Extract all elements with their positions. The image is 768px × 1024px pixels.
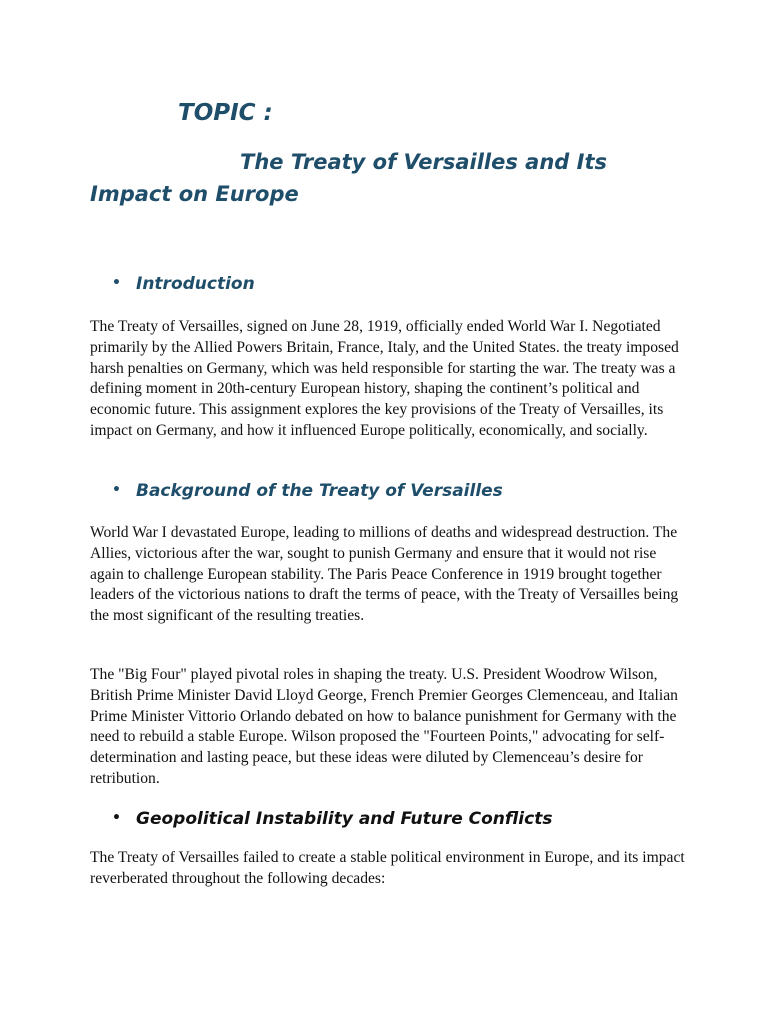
paragraph-background-2: The "Big Four" played pivotal roles in shaping the treaty. U.S. President Woodrow Wilson, British Prime Minister David Lloyd George, French Premier Georges Clemenceau, and Italian Prime Minister Vittorio Orlando debated on how to balance punishment for Germany with the need to rebuild a stable Europe. Wilson proposed the "Fourteen Points," advocating for self-determination and lasting peace, but these ideas were diluted by Clemenceau’s desire for retribution. (90, 666, 678, 787)
section-heading-geopolitical (112, 807, 552, 830)
section-heading-introduction (112, 272, 255, 295)
bullet-icon: • (112, 275, 121, 291)
paragraph-introduction: The Treaty of Versailles, signed on June 28, 1919, officially ended World War I. Negotiated primarily by the Allied Powers Britain, France, Italy, and the United States. the treaty imposed harsh penalties on Germany, which was held responsible for starting the war. The treaty was a defining moment in 20th-century European history, shaping the continent’s political and economic future. This assignment explores the key provisions of the Treaty of Versailles, its impact on Germany, and how it influenced Europe politically, economically, and socially. (90, 318, 679, 439)
paragraph-geopolitical: The Treaty of Versailles failed to create a stable political environment in Europe, and its impact reverberated throughout the following decades: (90, 849, 685, 887)
paragraph-background-1: World War I devastated Europe, leading to millions of deaths and widespread destruction. The Allies, victorious after the war, sought to punish Germany and ensure that it would not rise again to challenge European stability. The Paris Peace Conference in 1919 brought together leaders of the victorious nations to draft the terms of peace, with the Treaty of Versailles being the most significant of the resulting treaties. (90, 524, 679, 625)
topic-label: TOPIC : (178, 100, 273, 126)
section-heading-text: Geopolitical Instability and Future Conflicts (136, 809, 553, 829)
bullet-icon: • (112, 482, 121, 498)
bullet-icon: • (112, 810, 121, 826)
section-heading-text: Introduction (136, 274, 255, 294)
document-title: The Treaty of Versailles and Its Impact on Europe (90, 150, 607, 206)
section-heading-text: Background of the Treaty of Versailles (136, 481, 503, 501)
section-heading-background (112, 479, 503, 502)
